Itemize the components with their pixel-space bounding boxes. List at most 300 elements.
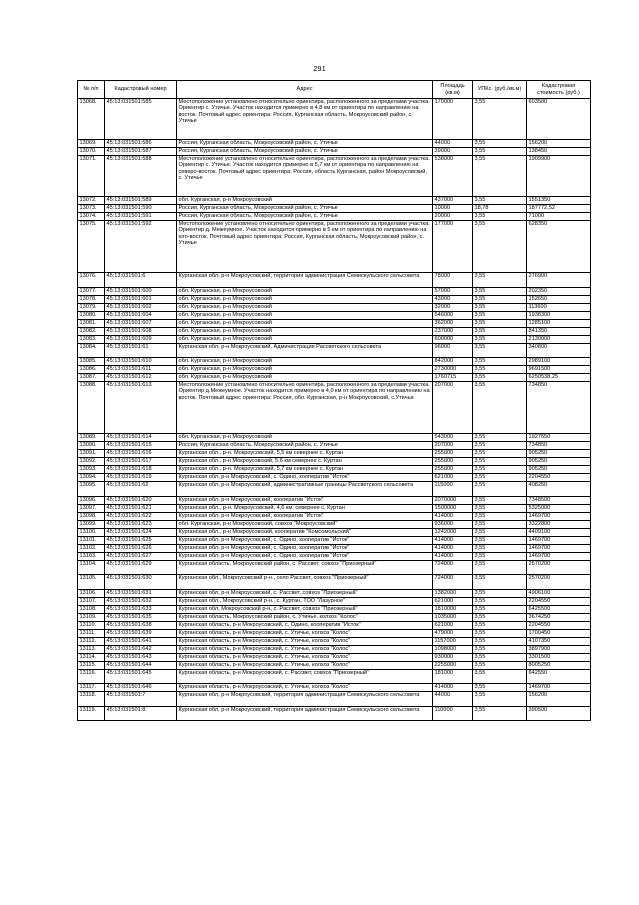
cell-cadastral-number: 45:13:031501:607 <box>105 319 177 327</box>
cell-upks: 3,55 <box>473 597 527 605</box>
cell-num: 13101. <box>78 536 105 544</box>
cell-address: Курганская обл, р-н Мокроусовский, с. Одино, кооператив "Исток" <box>177 536 433 544</box>
cell-upks: 3,55 <box>473 637 527 645</box>
cell-num: 13113. <box>78 645 105 653</box>
cell-address: Курганская область, р-н Мокроусовский, с. Утичье, колхоз "Колос" <box>177 629 433 637</box>
cell-num: 13069. <box>78 140 105 148</box>
cell-upks: 3,55 <box>473 520 527 528</box>
cell-cost: 1469700 <box>527 512 591 520</box>
cell-address: Курганская обл, р-н Мокроусовский, кооператив "Исток" <box>177 496 433 504</box>
cell-cost: 905250 <box>527 458 591 466</box>
table-row <box>78 474 591 482</box>
cell-area: 621000 <box>433 474 473 482</box>
table-row <box>78 613 591 621</box>
cell-upks: 3,55 <box>473 213 527 221</box>
header-address: Адрес <box>177 81 433 99</box>
cell-area: 207000 <box>433 382 473 434</box>
table-row <box>78 99 591 140</box>
table-row <box>78 669 591 684</box>
cell-num: 13098. <box>78 512 105 520</box>
cell-address: Россия, Курганская область, Мокроусовский район, с. Утичье <box>177 140 433 148</box>
cell-address: Курганская обл, р-н Мокроусовский, с. Одино, кооператив "Исток" <box>177 474 433 482</box>
cell-upks: 3,55 <box>473 589 527 597</box>
cell-cost: 2989100 <box>527 358 591 366</box>
cell-area: 43000 <box>433 295 473 303</box>
cell-cadastral-number: 45:13:031501:618 <box>105 466 177 474</box>
header-upks: УПКс. (руб./кв.м) <box>473 81 527 99</box>
table-row <box>78 148 591 156</box>
cell-cost: 9691500 <box>527 366 591 374</box>
cell-num: 13081. <box>78 319 105 327</box>
cell-num: 13077. <box>78 287 105 295</box>
cell-num: 13107. <box>78 597 105 605</box>
table-row <box>78 560 591 575</box>
cell-area: 2730000 <box>433 366 473 374</box>
cell-cost: 1700450 <box>527 629 591 637</box>
table-row <box>78 434 591 442</box>
cell-num: 13104. <box>78 560 105 575</box>
cell-cadastral-number: 45:13:031501:600 <box>105 287 177 295</box>
table-row <box>78 552 591 560</box>
cell-cadastral-number: 45:13:031501:585 <box>105 99 177 140</box>
cell-upks: 18,78 <box>473 205 527 213</box>
table-row <box>78 221 591 273</box>
table-row <box>78 645 591 653</box>
table-row <box>78 496 591 504</box>
table-row <box>78 684 591 692</box>
cell-num: 13071. <box>78 156 105 197</box>
cell-upks: 3,55 <box>473 605 527 613</box>
cell-cadastral-number: 45:13:031501:601 <box>105 295 177 303</box>
cell-cost: 187772,52 <box>527 205 591 213</box>
cell-upks: 3,55 <box>473 434 527 442</box>
cell-num: 13106. <box>78 589 105 597</box>
cell-cost: 2204550 <box>527 597 591 605</box>
cell-cadastral-number: 45:13:031501:633 <box>105 605 177 613</box>
cell-num: 13105. <box>78 575 105 590</box>
cell-address: Курганская область, р-н Мокроусовский, с. Утичье, колхоз "Колос" <box>177 653 433 661</box>
cell-cadastral-number: 45:13:031501:617 <box>105 458 177 466</box>
cell-cadastral-number: 45:13:031501:630 <box>105 575 177 590</box>
cell-cost: 1938300 <box>527 311 591 319</box>
cell-area: 930000 <box>433 653 473 661</box>
cell-address: обл. Курганская, р-н Мокроусовский, совхоз "Мокроусовский" <box>177 520 433 528</box>
cell-num: 13111. <box>78 629 105 637</box>
table-row <box>78 273 591 288</box>
cell-num: 13072. <box>78 197 105 205</box>
cell-area: 39000 <box>433 148 473 156</box>
cell-area: 538000 <box>433 156 473 197</box>
cell-cost: 1469700 <box>527 544 591 552</box>
cell-area: 479000 <box>433 629 473 637</box>
cell-area: 2070000 <box>433 496 473 504</box>
header-cadastral: Кадастровый номер <box>105 81 177 99</box>
table-row <box>78 358 591 366</box>
cell-area: 362000 <box>433 319 473 327</box>
cell-address: обл. Курганская, р-н Мокроусовский <box>177 197 433 205</box>
cell-num: 13070. <box>78 148 105 156</box>
cell-cadastral-number: 45:13:031501:616 <box>105 450 177 458</box>
cell-area: 96000 <box>433 343 473 358</box>
cell-cadastral-number: 45:13:031501:614 <box>105 434 177 442</box>
cell-num: 13095. <box>78 482 105 497</box>
cell-cadastral-number: 45:13:031501:622 <box>105 512 177 520</box>
cell-cost: 71000 <box>527 213 591 221</box>
cell-cost: 408250 <box>527 482 591 497</box>
cell-num: 13103. <box>78 552 105 560</box>
cell-num: 13112. <box>78 637 105 645</box>
cell-cost: 138450 <box>527 148 591 156</box>
cell-num: 13084. <box>78 343 105 358</box>
cell-num: 13073. <box>78 205 105 213</box>
cell-area: 543000 <box>433 434 473 442</box>
table-row <box>78 343 591 358</box>
cell-cost: 1551350 <box>527 197 591 205</box>
cell-cadastral-number: 45:13:031501:604 <box>105 311 177 319</box>
table-row <box>78 482 591 497</box>
cell-cadastral-number: 45:13:031501:61 <box>105 343 177 358</box>
cell-address: Курганская обл, р-н Мокроусовский, с. Одино, кооператив "Исток" <box>177 544 433 552</box>
cell-cadastral-number: 45:13:031501:625 <box>105 536 177 544</box>
table-row <box>78 319 591 327</box>
cell-address: Россия, Курганская область, Мокроусовский район, с. Утичье <box>177 205 433 213</box>
cell-cadastral-number: 45:13:031501:590 <box>105 205 177 213</box>
cell-address: Россия, Курганская область, Мокроусовский район, с. Утичье <box>177 213 433 221</box>
table-header-row <box>78 81 591 99</box>
cell-cadastral-number: 45:13:031501:642 <box>105 645 177 653</box>
cell-area: 2255000 <box>433 661 473 669</box>
cell-upks: 3,55 <box>473 482 527 497</box>
cell-address: обл. Курганская, р-н Мокроусовский <box>177 327 433 335</box>
cell-upks: 3,55 <box>473 295 527 303</box>
table-row <box>78 197 591 205</box>
cell-cadastral-number: 45:13:031501:608 <box>105 327 177 335</box>
cell-upks: 3,55 <box>473 327 527 335</box>
cell-cadastral-number: 45:13:031501:612 <box>105 374 177 382</box>
cell-area: 724000 <box>433 575 473 590</box>
cell-num: 13087. <box>78 374 105 382</box>
header-num: № п/п <box>78 81 105 99</box>
cell-cadastral-number: 45:13:031501:615 <box>105 442 177 450</box>
cell-upks: 3,55 <box>473 197 527 205</box>
cell-cost: 4409100 <box>527 528 591 536</box>
cell-address: Курганская обл., р-н. Мокроусовский, 4,6 км. севернее с. Куртан <box>177 504 433 512</box>
cell-cadastral-number: 45:13:031501:610 <box>105 358 177 366</box>
table-body <box>78 99 591 721</box>
table-row <box>78 311 591 319</box>
cell-cadastral-number: 45:13:031501:645 <box>105 669 177 684</box>
cell-num: 13114. <box>78 653 105 661</box>
cell-address: Курганская область, Мокроусовский район, с. Рассвет, совхоз "Приозерный" <box>177 560 433 575</box>
table-row <box>78 504 591 512</box>
cell-address: обл. Курганская, р-н Мокроусовский <box>177 335 433 343</box>
cell-upks: 3,55 <box>473 621 527 629</box>
cell-address: Местоположение установлено относительно ориентира, расположенного за пределами участка. Ориентир с. Утичье. Участок находится примерно в 4,8 км от ориентира по направлению на восток. Почтовый адрес ориентира: Россия, Курганская область, Мокроусовский район, с. Утичье <box>177 99 433 140</box>
cell-upks: 3,55 <box>473 311 527 319</box>
cell-address: Курганская область, р-н Мокроусовский, с. Рассвет, совхоз "Приозерный" <box>177 669 433 684</box>
cell-cadastral-number: 45:13:031501:611 <box>105 366 177 374</box>
table-row <box>78 528 591 536</box>
cell-cadastral-number: 45:13:031501:620 <box>105 496 177 504</box>
cell-area: 724000 <box>433 560 473 575</box>
cell-address: Курганская область, р-н Мокроусовский, с. Утичье, колхоз "Колос" <box>177 637 433 645</box>
cell-num: 13083. <box>78 335 105 343</box>
cell-cadastral-number: 45:13:031501:624 <box>105 528 177 536</box>
cell-cost: 1469700 <box>527 552 591 560</box>
cell-cost: 3322800 <box>527 520 591 528</box>
cell-upks: 3,55 <box>473 706 527 721</box>
cell-address: обл. Курганская, р-н Мокроусовский <box>177 319 433 327</box>
cell-address: Курганская область, р-н Мокроусовский, с. Утичье, колхоз "Колос" <box>177 661 433 669</box>
cell-cost: 2130000 <box>527 335 591 343</box>
cell-cadastral-number: 45:13:031501:643 <box>105 653 177 661</box>
cell-area: 255000 <box>433 450 473 458</box>
cell-address: Местоположение установлено относительно ориентира, расположенного за пределами участка. Ориентир с. Утичье. Участок находится примерно в 5,7 км от ориентира по направлению на северо-восток. Почтовый адрес ориентира: Россия, область Курганская, район Мокроусовский, с. Утичье <box>177 156 433 197</box>
cell-upks: 3,55 <box>473 653 527 661</box>
cell-cost: 2570200 <box>527 560 591 575</box>
cell-num: 13097. <box>78 504 105 512</box>
cell-cost: 841350 <box>527 327 591 335</box>
cell-cost: 1469700 <box>527 684 591 692</box>
cell-cadastral-number: 45:13:031501:638 <box>105 621 177 629</box>
cadastral-register-table <box>77 80 591 721</box>
cell-num: 13108. <box>78 605 105 613</box>
cell-address: Россия, Курганская область, Мокроусовский район, с. Утичье <box>177 442 433 450</box>
cell-num: 13089. <box>78 434 105 442</box>
cell-address: Курганская обл., Мокроусовский р-н., с. Куртан, ТОО "Лазурное" <box>177 597 433 605</box>
cell-cost: 3897900 <box>527 645 591 653</box>
cell-cost: 156200 <box>527 140 591 148</box>
cell-upks: 3,55 <box>473 684 527 692</box>
cell-cost: 3674250 <box>527 613 591 621</box>
cell-area: 32000 <box>433 303 473 311</box>
cell-upks: 3,55 <box>473 221 527 273</box>
cell-address: Местоположение установлено относительно ориентира, расположенного за пределами участка. Ориентир д.Межеумное. Участок находится примерно в 4,0 км от ориентира по направлению на восток. Почтовый адрес ориентира: Россия, обл. Курганская, р-н Мокроусовский, с.Утичье <box>177 382 433 434</box>
cell-upks: 3,55 <box>473 661 527 669</box>
table-row <box>78 366 591 374</box>
header-cost: Кадастровая стоимость (руб.) <box>527 81 591 99</box>
cell-upks: 3,55 <box>473 156 527 197</box>
cell-address: Курганская обл, р-н Мокроусовский, административные границы Рассветского сельсовета <box>177 482 433 497</box>
cell-area: 237000 <box>433 327 473 335</box>
table-row <box>78 335 591 343</box>
cell-address: Местоположение установлено относительно ориентира, расположенного за пределами участка. Ориентир д. Межеумное. Участок находится примерно в 5 км от ориентира по направлению на юго-восток. Почтовый адрес ориентира: Россия, Курганская область, Мокроусовский район, с. Утичье <box>177 221 433 273</box>
cell-area: 437000 <box>433 197 473 205</box>
cell-upks: 3,55 <box>473 99 527 140</box>
cell-upks: 3,55 <box>473 358 527 366</box>
cell-num: 13116. <box>78 669 105 684</box>
cell-address: обл. Курганская, р-н Мокроусовский <box>177 295 433 303</box>
cell-area: 414000 <box>433 684 473 692</box>
cell-cadastral-number: 45:13:031501:62 <box>105 482 177 497</box>
cell-cadastral-number: 45:13:031501:591 <box>105 213 177 221</box>
cell-num: 13079. <box>78 303 105 311</box>
cell-cost: 156200 <box>527 692 591 707</box>
cell-area: 255000 <box>433 458 473 466</box>
cell-area: 177000 <box>433 221 473 273</box>
cell-cost: 276900 <box>527 273 591 288</box>
page-number: 291 <box>313 64 326 73</box>
table-row <box>78 597 591 605</box>
cell-address: Курганская обл, р-н Мокроусовский, территория администрация Семискульского сельсовета <box>177 692 433 707</box>
cell-cost: 8005250 <box>527 661 591 669</box>
cell-upks: 3,55 <box>473 366 527 374</box>
table-row <box>78 589 591 597</box>
cell-cadastral-number: 45:13:031501:613 <box>105 382 177 434</box>
cell-cadastral-number: 45:13:031501:587 <box>105 148 177 156</box>
cell-cadastral-number: 45:13:031501:629 <box>105 560 177 575</box>
cell-cadastral-number: 45:13:031501:626 <box>105 544 177 552</box>
table-row <box>78 295 591 303</box>
cell-cost: 5325000 <box>527 504 591 512</box>
cell-num: 13099. <box>78 520 105 528</box>
cell-area: 181000 <box>433 669 473 684</box>
cell-upks: 3,55 <box>473 669 527 684</box>
cell-address: Курганская область, р-н Мокроусовский, с. Одино, кооператив "Исток" <box>177 621 433 629</box>
cell-num: 13092. <box>78 458 105 466</box>
cell-upks: 3,55 <box>473 287 527 295</box>
cell-address: обл. Курганская, р-н Мокроусовский <box>177 434 433 442</box>
cell-cost: 905250 <box>527 450 591 458</box>
cell-num: 13086. <box>78 366 105 374</box>
cell-cadastral-number: 45:13:031501:621 <box>105 504 177 512</box>
cell-cadastral-number: 45:13:031501:635 <box>105 613 177 621</box>
cell-address: Курганская область, р-н Мокроусовский, с. Утичье, колхоз "Колос" <box>177 645 433 653</box>
cell-upks: 3,55 <box>473 374 527 382</box>
cell-cadastral-number: 45:13:031501:623 <box>105 520 177 528</box>
cell-cadastral-number: 45:13:031501:631 <box>105 589 177 597</box>
cell-area: 414000 <box>433 552 473 560</box>
cell-area: 10000 <box>433 205 473 213</box>
cell-upks: 3,55 <box>473 458 527 466</box>
cell-upks: 3,55 <box>473 442 527 450</box>
cell-cadastral-number: 45:13:031501:8 <box>105 706 177 721</box>
cell-num: 13074. <box>78 213 105 221</box>
cell-cadastral-number: 45:13:031501:602 <box>105 303 177 311</box>
cell-address: Курганская обл, р-н Мокроусовский, территория администрация Семискульского сельсовета <box>177 273 433 288</box>
cell-num: 13076. <box>78 273 105 288</box>
cell-area: 842000 <box>433 358 473 366</box>
cell-cost: 2204550 <box>527 621 591 629</box>
cell-area: 621000 <box>433 621 473 629</box>
cell-cadastral-number: 45:13:031501:639 <box>105 629 177 637</box>
cell-cost: 603500 <box>527 99 591 140</box>
cell-num: 13085. <box>78 358 105 366</box>
table-row <box>78 442 591 450</box>
cell-upks: 3,55 <box>473 575 527 590</box>
cell-area: 1098000 <box>433 645 473 653</box>
cell-cadastral-number: 45:13:031501:7 <box>105 692 177 707</box>
cell-area: 1157000 <box>433 637 473 645</box>
cell-area: 1242000 <box>433 528 473 536</box>
cell-area: 1760715 <box>433 374 473 382</box>
cell-num: 13080. <box>78 311 105 319</box>
cell-area: 600000 <box>433 335 473 343</box>
cell-cost: 4107350 <box>527 637 591 645</box>
cell-area: 1500000 <box>433 504 473 512</box>
cell-address: Курганская обл, р-н Мокроусовский, Администрация Рассветского сельсовета <box>177 343 433 358</box>
cell-cadastral-number: 45:13:031501:627 <box>105 552 177 560</box>
cell-upks: 3,55 <box>473 528 527 536</box>
cell-address: Курганская обл, р-н Мокроусовский, с. Одино, кооператив "Исток" <box>177 552 433 560</box>
cell-cadastral-number: 45:13:031501:644 <box>105 661 177 669</box>
cell-upks: 3,55 <box>473 319 527 327</box>
cell-cost: 1909900 <box>527 156 591 197</box>
cell-cadastral-number: 45:13:031501:646 <box>105 684 177 692</box>
cell-cadastral-number: 45:13:031501:586 <box>105 140 177 148</box>
cell-address: Россия, Курганская область, Мокроусовский район, с. Утичье <box>177 148 433 156</box>
table-row <box>78 156 591 197</box>
cell-cost: 3301500 <box>527 653 591 661</box>
table-row <box>78 205 591 213</box>
cell-cost: 152650 <box>527 295 591 303</box>
cell-cost: 628350 <box>527 221 591 273</box>
cell-num: 13078. <box>78 295 105 303</box>
cell-num: 13090. <box>78 442 105 450</box>
table-row <box>78 466 591 474</box>
table-row <box>78 213 591 221</box>
cell-upks: 3,55 <box>473 496 527 504</box>
table-row <box>78 653 591 661</box>
cell-address: обл. Курганская, р-н Мокроусовский <box>177 287 433 295</box>
cell-area: 414000 <box>433 544 473 552</box>
cell-address: Курганская обл., р-н Мокроусовский, 5,6 км севернее с. Куртан <box>177 458 433 466</box>
cell-cadastral-number: 45:13:031501:632 <box>105 597 177 605</box>
cell-cost: 4906100 <box>527 589 591 597</box>
cell-cost: 202350 <box>527 287 591 295</box>
cell-area: 1035000 <box>433 613 473 621</box>
table-row <box>78 661 591 669</box>
cell-cost: 2570200 <box>527 575 591 590</box>
cell-area: 44000 <box>433 692 473 707</box>
cell-num: 13119. <box>78 706 105 721</box>
table-row <box>78 512 591 520</box>
cell-num: 13110. <box>78 621 105 629</box>
table-row <box>78 458 591 466</box>
table-row <box>78 374 591 382</box>
table-row <box>78 303 591 311</box>
cell-cost: 905250 <box>527 466 591 474</box>
cell-area: 78000 <box>433 273 473 288</box>
cell-num: 13118. <box>78 692 105 707</box>
cell-upks: 3,55 <box>473 148 527 156</box>
table-row <box>78 536 591 544</box>
cell-area: 170000 <box>433 99 473 140</box>
cell-upks: 3,55 <box>473 544 527 552</box>
cell-address: Курганская обл., р-н. Мокроусовский, 5,7 км севернее с. Куртан <box>177 466 433 474</box>
cell-address: Курганская обл, р-н Мокроусовский, территория администрация Семискульского сельсовета <box>177 706 433 721</box>
cell-num: 13115. <box>78 661 105 669</box>
table-row <box>78 520 591 528</box>
cell-upks: 3,55 <box>473 474 527 482</box>
header-area: Площадь (кв.м) <box>433 81 473 99</box>
cell-num: 13096. <box>78 496 105 504</box>
cell-num: 13117. <box>78 684 105 692</box>
cell-cadastral-number: 45:13:031501:6 <box>105 273 177 288</box>
cell-upks: 3,55 <box>473 466 527 474</box>
cell-upks: 3,55 <box>473 450 527 458</box>
cell-area: 621000 <box>433 597 473 605</box>
cell-upks: 3,55 <box>473 692 527 707</box>
cell-num: 13109. <box>78 613 105 621</box>
cell-address: обл. Курганская, р-н Мокроусовский <box>177 311 433 319</box>
cell-address: обл. Курганская, р-н Мокроусовский <box>177 366 433 374</box>
cell-address: обл. Курганская, р-н Мокроусовский <box>177 374 433 382</box>
table-row <box>78 575 591 590</box>
cell-cost: 340800 <box>527 343 591 358</box>
cell-cadastral-number: 45:13:031501:609 <box>105 335 177 343</box>
cell-cadastral-number: 45:13:031501:641 <box>105 637 177 645</box>
